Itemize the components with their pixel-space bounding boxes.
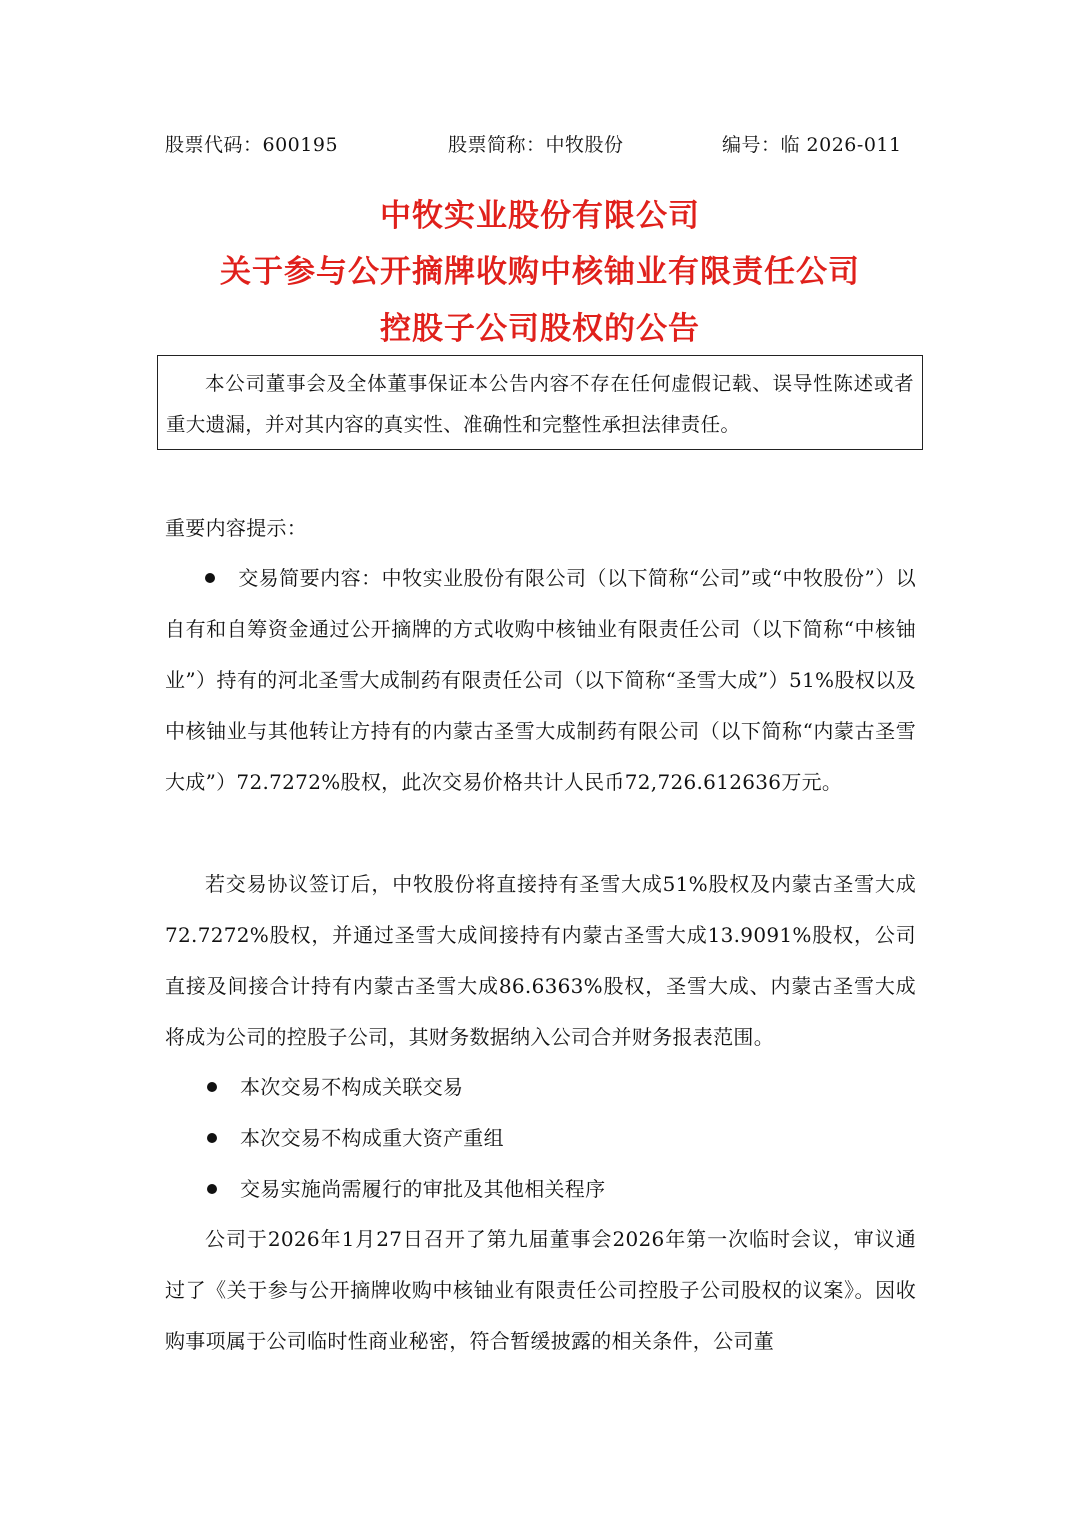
board-statement-text: 本公司董事会及全体董事保证本公告内容不存在任何虚假记载、误导性陈述或者重大遗漏，并对其内容的真实性、准确性和完整性承担法律责任。 xyxy=(166,372,914,436)
highlight-item-text: 本次交易不构成重大资产重组 xyxy=(240,1126,504,1150)
stock-abbreviation: 股票简称：中牧股份 xyxy=(448,134,624,156)
body-paragraph: 公司于2026年1月27日召开了第九届董事会2026年第一次临时会议，审议通过了《关于参与公开摘牌收购中核铀业有限责任公司控股子公司股权的议案》。因收购事项属于公司临时性商业秘密，符合暂缓披露的相关条件，公司董 xyxy=(165,1227,916,1353)
bullet-icon xyxy=(207,1082,217,1092)
shareholding-paragraph: 若交易协议签订后，中牧股份将直接持有圣雪大成51%股权及内蒙古圣雪大成72.7272%股权，并通过圣雪大成间接持有内蒙古圣雪大成13.9091%股权，公司直接及间接合计持有内蒙古圣雪大成86.6363%股权，圣雪大成、内蒙古圣雪大成将成为公司的控股子公司，其财务数据纳入公司合并财务报表范围。 xyxy=(165,872,916,1049)
title-line-1: 中牧实业股份有限公司 xyxy=(380,198,700,234)
highlight-item-related-party xyxy=(207,1062,463,1113)
title-line-2: 关于参与公开摘牌收购中核铀业有限责任公司 xyxy=(220,254,860,290)
stock-code: 股票代码：600195 xyxy=(165,134,339,156)
highlight-item-text: 交易实施尚需履行的审批及其他相关程序 xyxy=(240,1177,606,1201)
highlight-item-approvals xyxy=(207,1164,605,1215)
highlight-item-restructuring xyxy=(207,1113,504,1164)
title-line-3: 控股子公司股权的公告 xyxy=(380,311,700,347)
bullet-icon xyxy=(207,1133,217,1143)
highlight-item-transaction-summary xyxy=(165,553,916,808)
highlights-heading: 重要内容提示： xyxy=(165,516,308,540)
document-header xyxy=(165,130,915,160)
highlight-item-text: 本次交易不构成关联交易 xyxy=(240,1075,464,1099)
bullet-icon xyxy=(205,573,215,583)
bullet-icon xyxy=(207,1184,217,1194)
board-statement-box xyxy=(157,355,923,450)
announcement-number: 编号：临 2026-011 xyxy=(722,134,902,156)
highlight-item-text: 交易简要内容：中牧实业股份有限公司（以下简称“公司”或“中牧股份”）以自有和自筹资金通过公开摘牌的方式收购中核铀业有限责任公司（以下简称“中核铀业”）持有的河北圣雪大成制药有限责任公司（以下简称“圣雪大成”）51%股权以及中核铀业与其他转让方持有的内蒙古圣雪大成制药有限公司（以下简称“内蒙古圣雪大成”）72.7272%股权，此次交易价格共计人民币72,726.612636万元。 xyxy=(165,566,916,794)
